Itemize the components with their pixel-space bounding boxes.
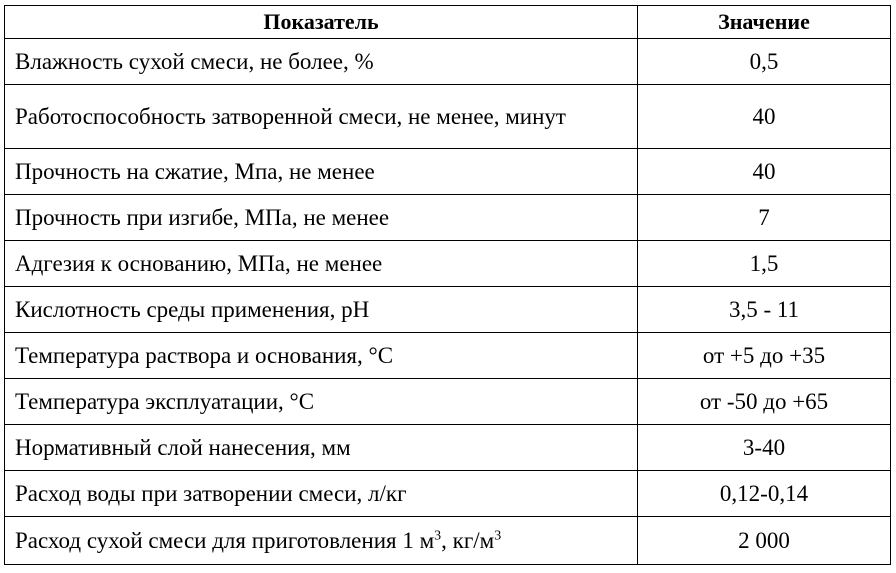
superscript-exponent: 3 [434, 527, 442, 543]
superscript-exponent: 3 [494, 527, 502, 543]
row-value: 40 [638, 85, 891, 149]
table-row [5, 425, 891, 471]
row-value: 3,5 - 11 [638, 287, 891, 333]
table-row [5, 85, 891, 149]
row-parameter [5, 517, 638, 565]
row-parameter: Температура раствора и основания, °С [5, 333, 638, 379]
table-row [5, 287, 891, 333]
header-parameter: Показатель [5, 6, 638, 39]
table-row [5, 149, 891, 195]
table-row [5, 195, 891, 241]
row-parameter: Работоспособность затворенной смеси, не менее, минут [5, 85, 638, 149]
table-row [5, 471, 891, 517]
row-parameter: Нормативный слой нанесения, мм [5, 425, 638, 471]
row-value: 0,12-0,14 [638, 471, 891, 517]
row-value: от -50 до +65 [638, 379, 891, 425]
row-value: 7 [638, 195, 891, 241]
row-parameter: Влажность сухой смеси, не более, % [5, 39, 638, 85]
row-value: 0,5 [638, 39, 891, 85]
spec-table [4, 5, 891, 565]
row-parameter: Кислотность среды применения, pH [5, 287, 638, 333]
row-value: от +5 до +35 [638, 333, 891, 379]
header-value: Значение [638, 6, 891, 39]
row-parameter: Прочность на сжатие, Мпа, не менее [5, 149, 638, 195]
table-row [5, 379, 891, 425]
row-parameter: Прочность при изгибе, МПа, не менее [5, 195, 638, 241]
row-value: 2 000 [638, 517, 891, 565]
table-row [5, 333, 891, 379]
row-parameter-text: Расход сухой смеси для приготовления 1 м [15, 527, 435, 553]
row-value: 40 [638, 149, 891, 195]
row-parameter-unit: , кг/м [441, 527, 495, 553]
table-row [5, 241, 891, 287]
table-row [5, 39, 891, 85]
row-parameter: Температура эксплуатации, °С [5, 379, 638, 425]
row-value: 3-40 [638, 425, 891, 471]
table-row [5, 517, 891, 565]
row-parameter: Адгезия к основанию, МПа, не менее [5, 241, 638, 287]
row-value: 1,5 [638, 241, 891, 287]
row-parameter: Расход воды при затворении смеси, л/кг [5, 471, 638, 517]
table-header-row [5, 6, 891, 39]
